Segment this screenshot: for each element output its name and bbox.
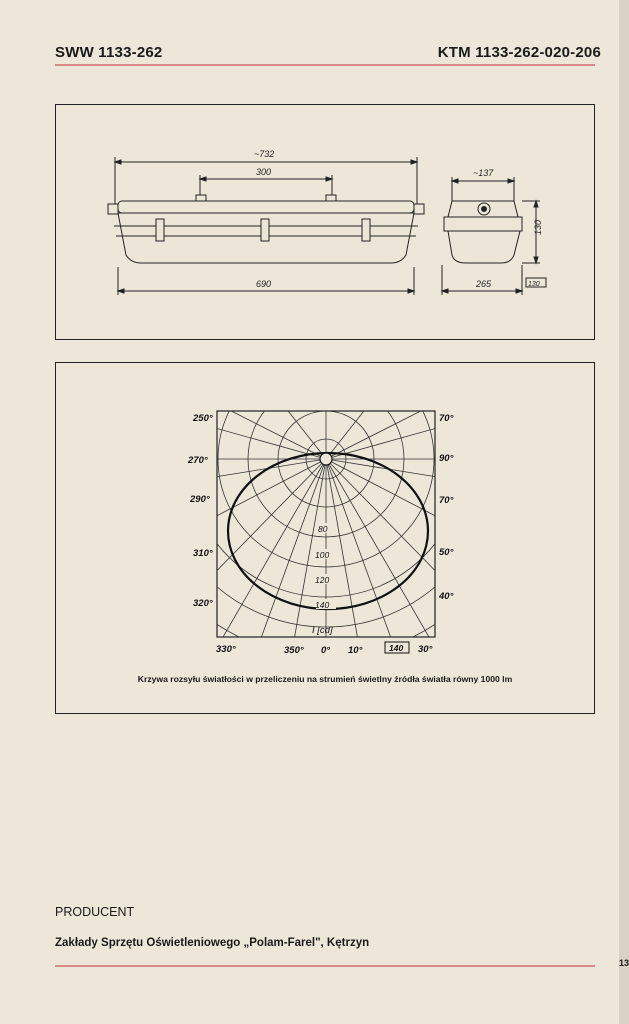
angle-label-bottom-3: 0° [321,645,331,656]
page-edge [619,0,629,1024]
angle-label-left-4: 310° [193,548,213,559]
angle-label-left-1: 250° [193,413,213,424]
polar-diagram-frame [55,362,595,714]
angle-label-right-2: 90° [439,453,454,464]
dim-height: 130 [533,219,543,235]
diagram-caption: Krzywa rozsyłu światłości w przeliczeniu na strumień świetlny źródła światła równy 1000 lm [137,674,513,684]
producer-heading: PRODUCENT [55,905,135,919]
catalog-code-right: KTM 1133-262-020-206 [437,44,601,61]
dim-mount-spacing: 300 [256,167,272,177]
angle-label-right-5: 40° [439,591,454,602]
catalog-code-left: SWW 1133-262 [55,44,163,61]
page-number: 13 [618,958,629,968]
angle-label-bottom-2: 350° [284,645,304,656]
angle-label-right-3: 70° [439,495,454,506]
radial-value-1: 80 [318,524,328,534]
header-rule [55,64,595,66]
angle-label-bottom-4: 10° [348,645,363,656]
dim-body-length: 690 [256,279,272,289]
angle-label-right-4: 50° [439,547,454,558]
dim-base-width: 265 [476,279,492,289]
dim-small-box: 130 [528,281,540,288]
scale-box-label: 140 [389,643,404,653]
producer-name: Zakłady Sprzętu Oświetleniowego „Polam-Farel", Kętrzyn [55,937,370,949]
radial-value-3: 120 [315,575,330,585]
radial-value-2: 100 [315,550,330,560]
intensity-axis-label: I [cd] [312,625,333,636]
angle-label-bottom-1: 330° [216,644,236,655]
angle-label-left-3: 290° [190,494,210,505]
dim-depth: ~137 [473,168,494,178]
footer-rule [55,965,595,967]
angle-label-left-5: 320° [193,598,213,609]
luminaire-drawing [56,105,593,338]
technical-drawing-frame [55,104,595,340]
angle-label-right-1: 70° [439,413,454,424]
angle-label-left-2: 270° [188,455,208,466]
dim-overall-length: ~732 [254,149,275,159]
radial-value-4: 140 [315,600,330,610]
polar-diagram [56,363,593,663]
angle-label-bottom-5: 30° [418,644,433,655]
